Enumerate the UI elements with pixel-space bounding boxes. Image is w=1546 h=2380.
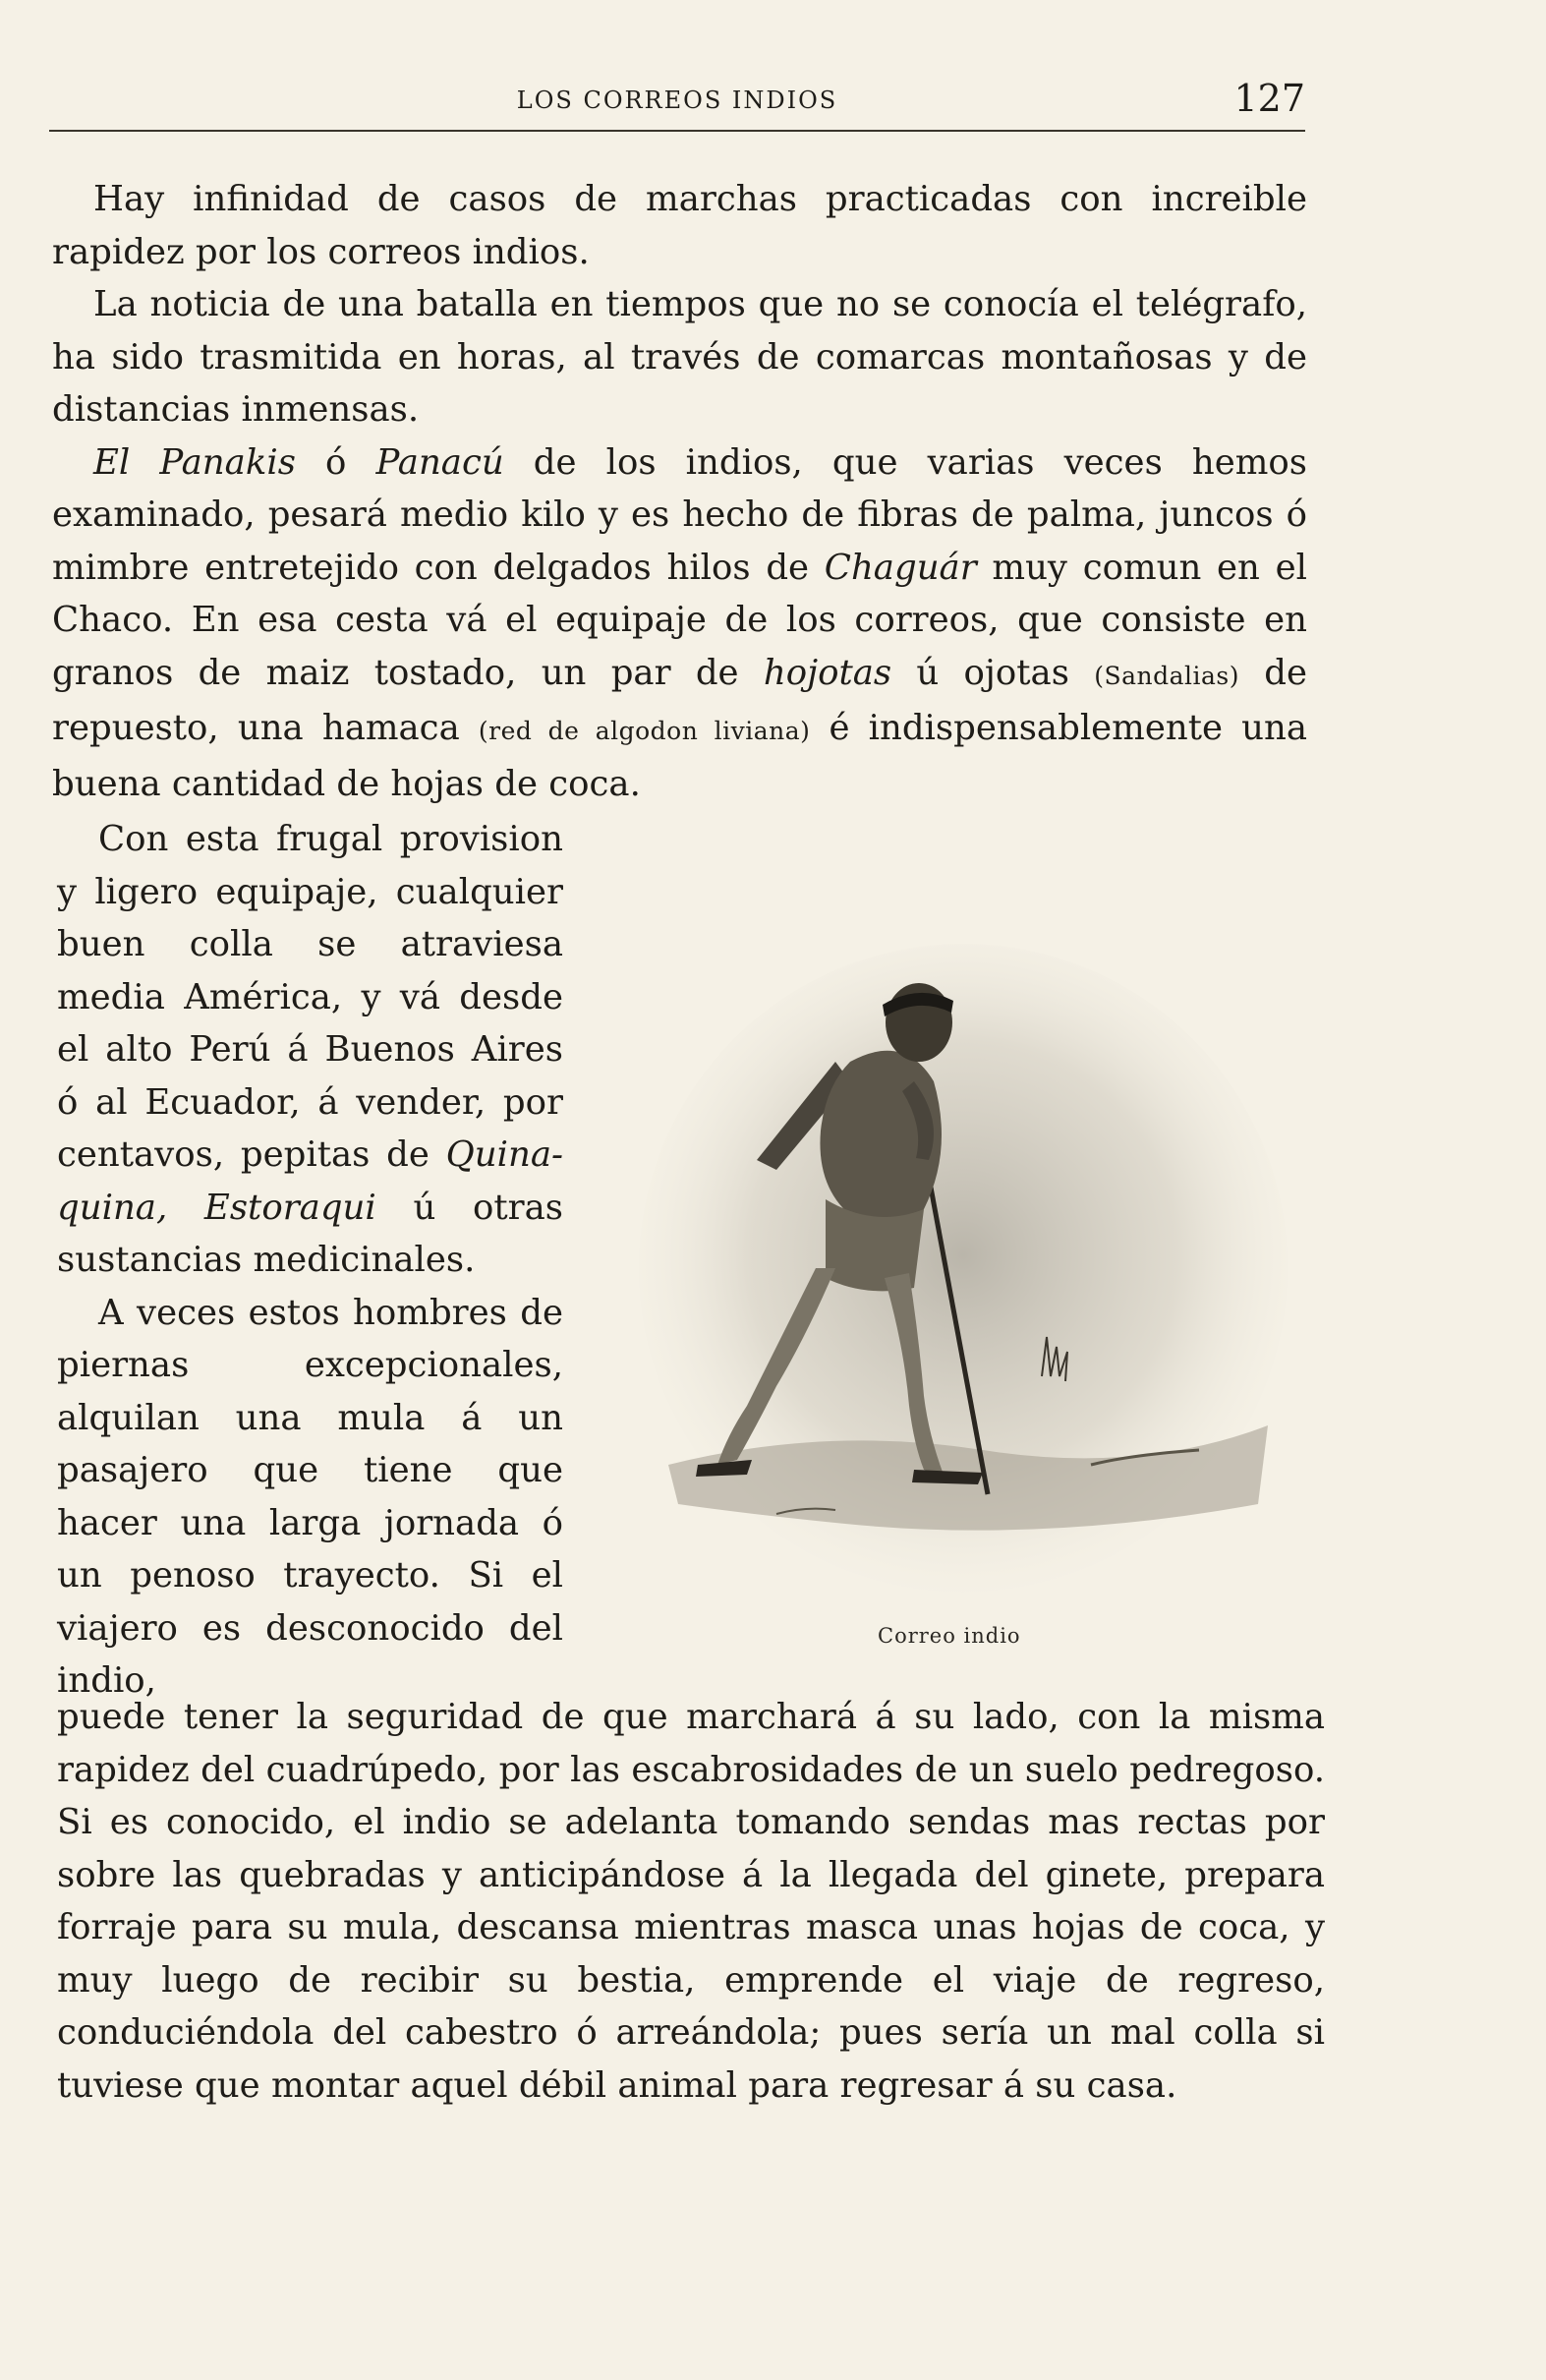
italic-term: Quina-quina, Estoraqui bbox=[57, 1134, 563, 1228]
text-run: Con esta frugal provision y ligero equipaje, cualquier buen colla se atraviesa media América, y vá desde el alto Perú á Buenos Aires ó al Ecuador, á vender, por centavos, pepitas de bbox=[57, 819, 563, 1175]
text-run: ó bbox=[295, 441, 376, 483]
text-run: é indispensablemente una buena cantidad de hojas de coca. bbox=[52, 708, 1307, 804]
figure-caption: Correo indio bbox=[878, 1624, 1021, 1648]
text-block-top bbox=[52, 173, 1307, 810]
page-number: 127 bbox=[1233, 77, 1305, 120]
paragraph-2: La noticia de una batalla en tiempos que no se conocía el telégrafo, ha sido trasmitida en horas, al través de comarcas montañosas y de distancias inmensas. bbox=[52, 284, 1307, 430]
text-block-side bbox=[57, 813, 563, 1708]
small-caps-note: (red de algodon liviana) bbox=[478, 717, 811, 745]
text-run: de repuesto, una hamaca bbox=[52, 652, 1307, 748]
running-title: LOS CORREOS INDIOS bbox=[516, 87, 838, 114]
small-caps-note: (Sandalias) bbox=[1094, 661, 1239, 690]
illustration-correo-indio bbox=[629, 914, 1297, 1602]
text-run: de los indios, que varias veces hemos examinado, pesará medio kilo y es hecho de fibras de palma, juncos ó mimbre entretejido con delgados hilos de bbox=[52, 441, 1307, 588]
paragraph-5-continued: puede tener la seguridad de que marchará á su lado, con la misma rapidez del cuadrúpedo, por las escabrosidades de un suelo pedregoso. Si es conocido, el indio se adelanta tomando sendas mas rectas por sobre las quebradas y anticipándose á la llegada del ginete, prepara forraje para su mula, descansa mientras masca unas hojas de coca, y muy luego de recibir su bestia, emprende el viaje de regreso, conduciéndola del cabestro ó arreándola; pues sería un mal colla si tuviese que montar aquel débil animal para regresar á su casa. bbox=[57, 1697, 1325, 2106]
paragraph-5-start: A veces estos hombres de piernas excepcionales, alquilan una mula á un pasajero que tiene que hacer una larga jornada ó un penoso trayecto. Si el viajero es desconocido del indio, bbox=[57, 1292, 563, 1701]
italic-term: hojotas bbox=[763, 652, 892, 693]
paragraph-1: Hay infinidad de casos de marchas practicadas con increible rapidez por los correos indios. bbox=[52, 179, 1307, 272]
paragraph-3 bbox=[52, 436, 1307, 811]
running-header bbox=[49, 69, 1305, 132]
courier-engraving bbox=[629, 914, 1297, 1602]
text-run: muy comun en el Chaco. En esa cesta vá el equipaje de los correos, que consiste en granos de maiz tostado, un par de bbox=[52, 547, 1307, 693]
italic-term: Panacú bbox=[375, 441, 504, 483]
italic-term: Chaguár bbox=[824, 547, 977, 588]
text-block-bottom bbox=[57, 1691, 1325, 2112]
paragraph-4 bbox=[57, 813, 563, 1287]
italic-term: El Panakis bbox=[93, 441, 296, 483]
text-run: ú ojotas bbox=[891, 652, 1095, 693]
text-run: ú otras sustancias medicinales. bbox=[57, 1187, 563, 1280]
